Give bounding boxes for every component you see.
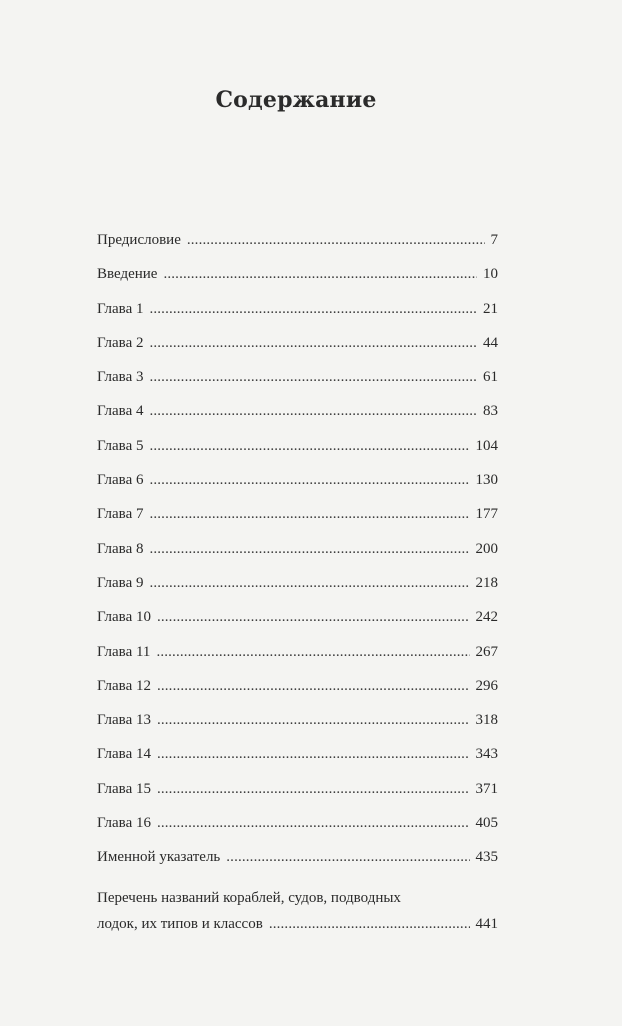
toc-entry-chapter-16[interactable] [97,806,498,840]
toc-entry-page: 218 [475,574,498,591]
toc-entry-page: 435 [475,849,498,866]
dot-leader [149,394,477,428]
toc-entry-page: 44 [483,334,498,351]
toc-entry-page: 21 [483,300,498,317]
toc-entry-chapter-8[interactable] [97,532,498,566]
toc-entry-label: Глава 12 [97,677,151,694]
toc-entry-page: 267 [475,643,498,660]
toc-entry-page: 104 [475,437,498,454]
toc-entry-page: 130 [475,472,498,489]
toc-entry-chapter-9[interactable] [97,566,498,600]
dot-leader [149,326,477,360]
toc-entry-label: Глава 1 [97,300,144,317]
dot-leader [149,566,469,600]
dot-leader [149,360,477,394]
toc-entry-chapter-11[interactable] [97,635,498,669]
dot-leader [157,772,470,806]
toc-entry-label: Глава 10 [97,609,151,626]
toc-entry-page: 318 [475,712,498,729]
toc-entry-label: Глава 11 [97,643,151,660]
dot-leader [149,292,477,326]
toc-entry-page: 10 [483,266,498,283]
toc-entry-label: Глава 8 [97,540,144,557]
toc-entry-label-line1: Перечень названий кораблей, судов, подводных [97,889,401,906]
toc-entry-chapter-13[interactable] [97,703,498,737]
toc-entry-chapter-5[interactable] [97,429,498,463]
table-of-contents [97,223,498,937]
toc-entry-chapter-14[interactable] [97,737,498,771]
toc-entry-label: Глава 5 [97,437,144,454]
toc-entry-label: Глава 15 [97,780,151,797]
toc-entry-label: Введение [97,266,158,283]
toc-entry-label: Именной указатель [97,849,221,866]
toc-entry-page: 61 [483,369,498,386]
toc-entry-label-line2: лодок, их типов и классов [97,915,263,932]
dot-leader [156,635,469,669]
toc-entry-page: 441 [475,915,498,932]
dot-leader [226,840,469,874]
toc-entry-page: 83 [483,403,498,420]
toc-entry-chapter-4[interactable] [97,394,498,428]
toc-entry-page: 405 [475,815,498,832]
toc-entry-label: Глава 7 [97,506,144,523]
toc-entry-chapter-10[interactable] [97,600,498,634]
toc-entry-page: 177 [475,506,498,523]
toc-entry-page: 200 [475,540,498,557]
toc-entry-label: Глава 14 [97,746,151,763]
toc-entry-chapter-2[interactable] [97,326,498,360]
toc-entry-chapter-1[interactable] [97,292,498,326]
dot-leader [157,703,470,737]
toc-entry-page: 296 [475,677,498,694]
dot-leader [149,497,469,531]
toc-entry-page: 7 [490,232,498,248]
toc-entry-chapter-7[interactable] [97,497,498,531]
dot-leader [269,911,470,937]
toc-entry-label: Глава 2 [97,334,144,351]
toc-entry-label: Глава 6 [97,472,144,489]
toc-entry-chapter-12[interactable] [97,669,498,703]
dot-leader [157,600,470,634]
toc-entry-line2 [97,911,498,937]
toc-entry-label: Глава 3 [97,369,144,386]
toc-entry-page: 242 [475,609,498,626]
toc-entry-label: Глава 4 [97,403,144,420]
dot-leader [163,257,477,291]
dot-leader [157,669,470,703]
toc-entry-name-index[interactable] [97,840,498,874]
toc-entry-ships-list[interactable] [97,875,498,937]
toc-entry-introduction[interactable] [97,257,498,291]
toc-entry-chapter-6[interactable] [97,463,498,497]
page-title: Содержание [215,86,377,113]
toc-entry-label: Предисловие [97,232,181,248]
toc-entry-label: Глава 9 [97,574,144,591]
toc-entry-preface[interactable] [97,223,498,257]
dot-leader [149,463,469,497]
dot-leader [157,737,470,771]
toc-entry-page: 343 [475,746,498,763]
dot-leader [157,806,470,840]
dot-leader [149,429,469,463]
toc-entry-label: Глава 13 [97,712,151,729]
toc-entry-label: Глава 16 [97,815,151,832]
dot-leader [187,223,485,257]
toc-entry-chapter-3[interactable] [97,360,498,394]
dot-leader [149,532,469,566]
toc-entry-page: 371 [475,780,498,797]
toc-entry-chapter-15[interactable] [97,772,498,806]
